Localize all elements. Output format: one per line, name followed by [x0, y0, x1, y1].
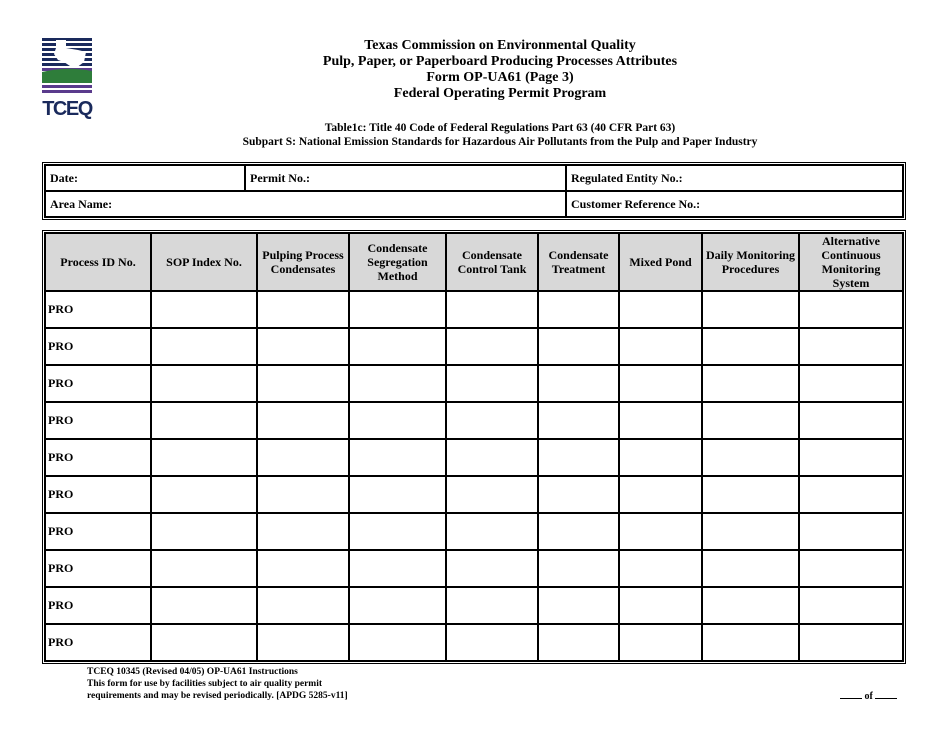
process-id-cell[interactable]: PRO	[45, 402, 151, 439]
data-cell[interactable]	[151, 402, 257, 439]
data-cell[interactable]	[702, 328, 799, 365]
data-cell[interactable]	[257, 550, 349, 587]
data-cell[interactable]	[799, 365, 903, 402]
header-process-id: Process ID No.	[45, 233, 151, 291]
header-condensate-control-tank: Condensate Control Tank	[446, 233, 538, 291]
data-cell[interactable]	[702, 476, 799, 513]
data-cell[interactable]	[446, 513, 538, 550]
header-condensate-treatment: Condensate Treatment	[538, 233, 619, 291]
data-cell[interactable]	[349, 476, 446, 513]
data-cell[interactable]	[538, 476, 619, 513]
table-row	[45, 439, 903, 476]
data-cell[interactable]	[349, 439, 446, 476]
data-cell[interactable]	[151, 476, 257, 513]
data-cell[interactable]	[446, 328, 538, 365]
footer-line-1: TCEQ 10345 (Revised 04/05) OP-UA61 Instructions	[87, 667, 298, 677]
data-cell[interactable]	[257, 365, 349, 402]
data-cell[interactable]	[538, 624, 619, 661]
data-cell[interactable]	[349, 328, 446, 365]
table-row	[45, 402, 903, 439]
data-cell[interactable]	[349, 513, 446, 550]
process-id-cell[interactable]: PRO	[45, 365, 151, 402]
data-cell[interactable]	[151, 587, 257, 624]
data-cell[interactable]	[702, 587, 799, 624]
data-cell[interactable]	[619, 550, 702, 587]
data-cell[interactable]	[799, 624, 903, 661]
customer-reference-field[interactable]: Customer Reference No.:	[566, 191, 903, 217]
data-cell[interactable]	[151, 291, 257, 328]
data-cell[interactable]	[349, 587, 446, 624]
data-cell[interactable]	[799, 291, 903, 328]
process-id-cell[interactable]: PRO	[45, 587, 151, 624]
table-row	[45, 624, 903, 661]
header-sop-index: SOP Index No.	[151, 233, 257, 291]
form-header	[150, 38, 850, 102]
process-table	[42, 230, 906, 664]
area-name-field[interactable]: Area Name:	[45, 191, 566, 217]
data-cell[interactable]	[257, 513, 349, 550]
data-cell[interactable]	[151, 624, 257, 661]
agency-name: Texas Commission on Environmental Quality	[364, 38, 636, 53]
subpart-title: Subpart S: National Emission Standards for Hazardous Air Pollutants from the Pulp and Paper Industry	[242, 136, 758, 148]
data-cell[interactable]	[799, 550, 903, 587]
data-cell[interactable]	[257, 476, 349, 513]
data-cell[interactable]	[538, 402, 619, 439]
process-id-cell[interactable]: PRO	[45, 291, 151, 328]
data-cell[interactable]	[619, 439, 702, 476]
data-cell[interactable]	[799, 587, 903, 624]
permit-field[interactable]: Permit No.:	[245, 165, 566, 191]
data-cell[interactable]	[538, 550, 619, 587]
tceq-logo	[42, 38, 92, 122]
data-cell[interactable]	[619, 476, 702, 513]
data-cell[interactable]	[257, 291, 349, 328]
header-condensate-segregation-method: Condensate Segregation Method	[349, 233, 446, 291]
data-cell[interactable]	[702, 402, 799, 439]
process-id-cell[interactable]: PRO	[45, 513, 151, 550]
data-cell[interactable]	[619, 587, 702, 624]
page-of-label: of	[864, 691, 873, 702]
table-row	[45, 476, 903, 513]
data-cell[interactable]	[446, 476, 538, 513]
data-cell[interactable]	[702, 439, 799, 476]
data-cell[interactable]	[538, 328, 619, 365]
form-title: Pulp, Paper, or Paperboard Producing Processes Attributes	[322, 54, 678, 69]
data-cell[interactable]	[619, 402, 702, 439]
data-cell[interactable]	[538, 365, 619, 402]
date-field[interactable]: Date:	[45, 165, 245, 191]
table-row	[45, 513, 903, 550]
header-mixed-pond: Mixed Pond	[619, 233, 702, 291]
data-cell[interactable]	[702, 291, 799, 328]
data-cell[interactable]	[446, 291, 538, 328]
data-cell[interactable]	[257, 402, 349, 439]
data-cell[interactable]	[151, 550, 257, 587]
data-cell[interactable]	[799, 439, 903, 476]
data-cell[interactable]	[446, 365, 538, 402]
data-cell[interactable]	[446, 550, 538, 587]
data-cell[interactable]	[619, 328, 702, 365]
data-cell[interactable]	[257, 439, 349, 476]
data-cell[interactable]	[538, 513, 619, 550]
table-title: Table1c: Title 40 Code of Federal Regulations Part 63 (40 CFR Part 63)	[324, 122, 676, 134]
header-pulping-process-condensates: Pulping Process Condensates	[257, 233, 349, 291]
data-cell[interactable]	[151, 365, 257, 402]
info-table	[42, 162, 906, 220]
table-row	[45, 291, 903, 328]
table-subheader	[100, 121, 900, 149]
data-cell[interactable]	[151, 328, 257, 365]
page-current-blank[interactable]	[840, 689, 862, 699]
data-cell[interactable]	[446, 402, 538, 439]
data-cell[interactable]	[446, 439, 538, 476]
table-row	[45, 550, 903, 587]
data-cell[interactable]	[702, 365, 799, 402]
data-cell[interactable]	[446, 587, 538, 624]
data-cell[interactable]	[257, 587, 349, 624]
regulated-entity-field[interactable]: Regulated Entity No.:	[566, 165, 903, 191]
data-cell[interactable]	[349, 291, 446, 328]
page-total-blank[interactable]	[875, 689, 897, 699]
data-cell[interactable]	[349, 624, 446, 661]
form-footer	[87, 666, 348, 702]
process-id-cell[interactable]: PRO	[45, 550, 151, 587]
header-daily-monitoring-procedures: Daily Monitoring Procedures	[702, 233, 799, 291]
table-row	[45, 587, 903, 624]
process-id-cell[interactable]: PRO	[45, 328, 151, 365]
data-cell[interactable]	[151, 513, 257, 550]
data-cell[interactable]	[538, 439, 619, 476]
data-cell[interactable]	[702, 550, 799, 587]
process-id-cell[interactable]: PRO	[45, 439, 151, 476]
table-row	[45, 328, 903, 365]
data-cell[interactable]	[257, 624, 349, 661]
header-alternative-cms: Alternative Continuous Monitoring System	[799, 233, 903, 291]
data-cell[interactable]	[619, 291, 702, 328]
data-cell[interactable]	[702, 513, 799, 550]
data-cell[interactable]	[349, 550, 446, 587]
data-cell[interactable]	[538, 291, 619, 328]
footer-line-3: requirements and may be revised periodically. [APDG 5285-v11]	[87, 691, 348, 701]
data-cell[interactable]	[799, 513, 903, 550]
form-number: Form OP-UA61 (Page 3)	[426, 70, 574, 85]
table-row	[45, 365, 903, 402]
program-name: Federal Operating Permit Program	[393, 86, 607, 101]
process-id-cell[interactable]: PRO	[45, 476, 151, 513]
texas-map-icon	[42, 38, 92, 98]
footer-line-2: This form for use by facilities subject to air quality permit	[87, 679, 323, 689]
data-cell[interactable]	[349, 402, 446, 439]
process-id-cell[interactable]: PRO	[45, 624, 151, 661]
data-cell[interactable]	[799, 476, 903, 513]
data-cell[interactable]	[619, 624, 702, 661]
data-cell[interactable]	[538, 587, 619, 624]
data-cell[interactable]	[151, 439, 257, 476]
data-cell[interactable]	[702, 624, 799, 661]
data-cell[interactable]	[349, 365, 446, 402]
data-cell[interactable]	[257, 328, 349, 365]
logo-text: TCEQ	[42, 98, 92, 120]
page-number	[840, 689, 910, 702]
data-cell[interactable]	[446, 624, 538, 661]
data-cell[interactable]	[619, 365, 702, 402]
data-cell[interactable]	[799, 402, 903, 439]
data-cell[interactable]	[799, 328, 903, 365]
data-cell[interactable]	[619, 513, 702, 550]
